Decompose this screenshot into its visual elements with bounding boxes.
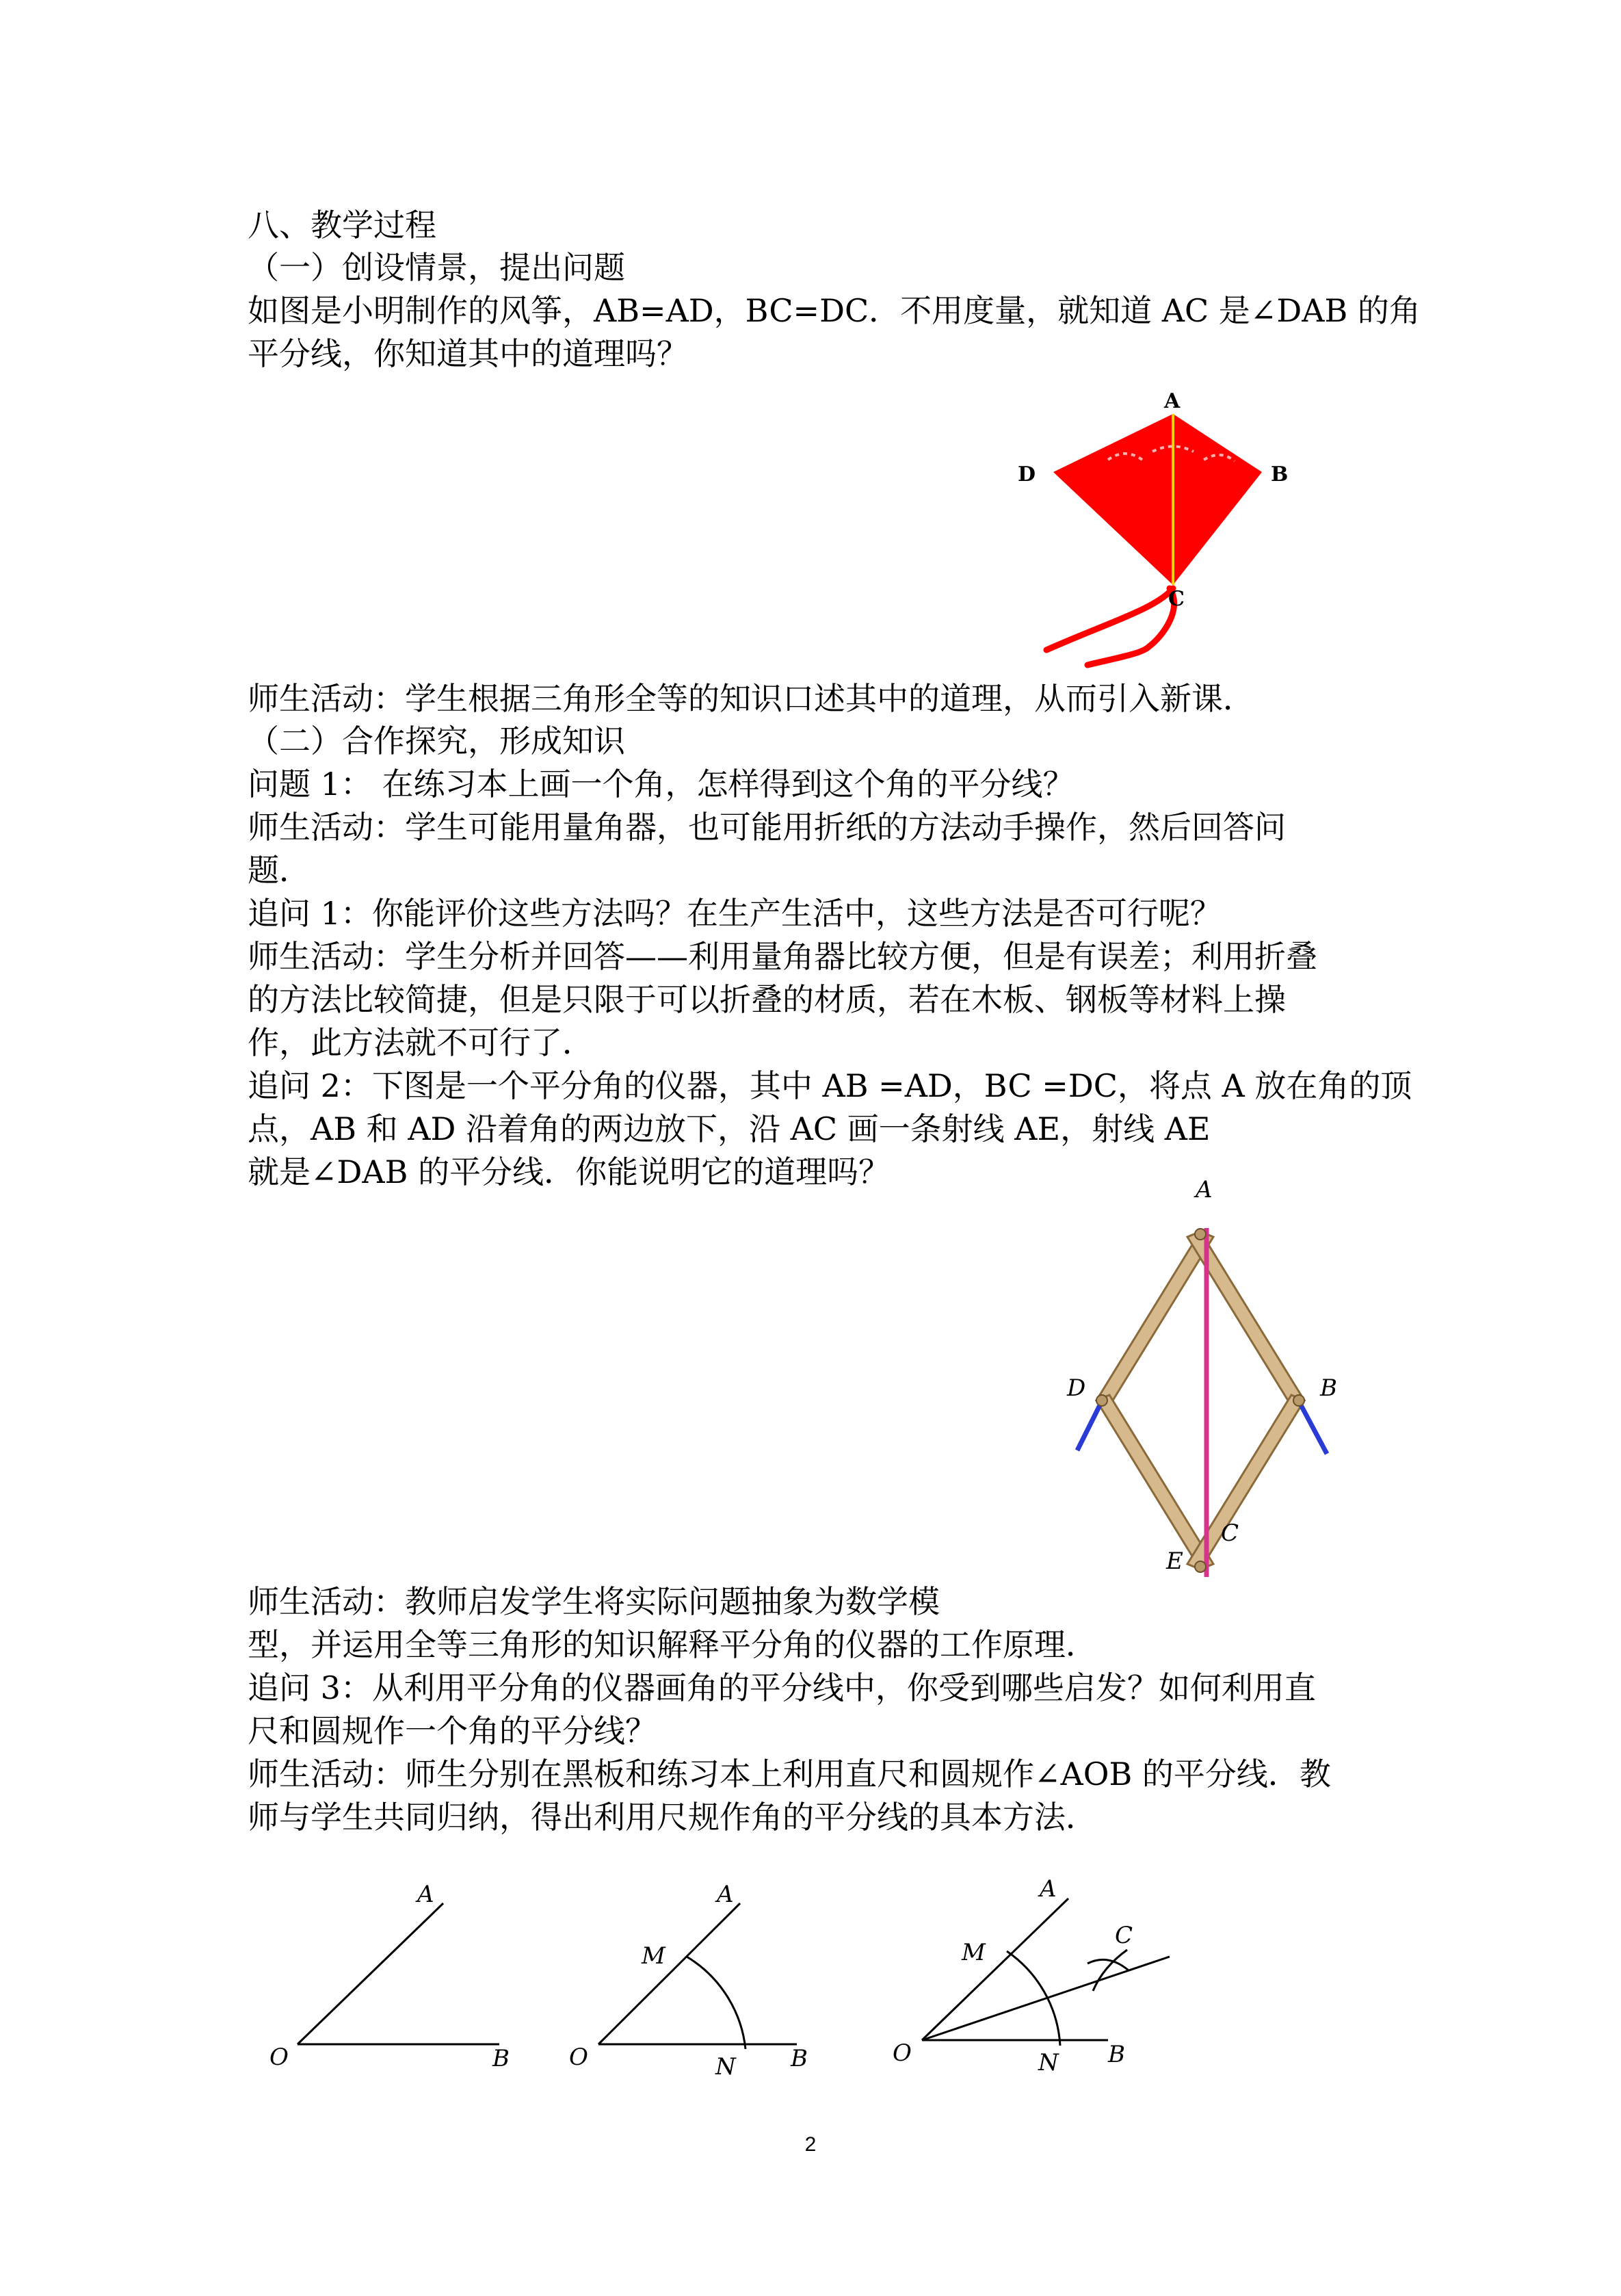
step3-label-o: O <box>893 2039 912 2067</box>
step2-label-a: A <box>717 1881 734 1908</box>
arc-mn <box>1007 1951 1060 2046</box>
paragraph-line: 师生活动：学生分析并回答——利用量角器比较方便，但是有误差；利用折叠 <box>248 938 1317 975</box>
leg-d <box>1077 1403 1101 1450</box>
paragraph-line: 问题 1： 在练习本上画一个角，怎样得到这个角的平分线？ <box>248 766 1075 803</box>
construction-figures <box>253 1861 1183 2093</box>
paragraph-line: 题． <box>248 852 311 889</box>
arc-c-1 <box>1088 1959 1129 1970</box>
step2-label-n: N <box>715 2053 736 2080</box>
paragraph-line: 追问 1：你能评价这些方法吗？在生产生活中，这些方法是否可行呢？ <box>248 895 1222 932</box>
construction-step-2 <box>598 1903 797 2049</box>
paragraph-line: 型，并运用全等三角形的知识解释平分角的仪器的工作原理． <box>248 1626 1097 1663</box>
kite-figure <box>1005 383 1320 670</box>
kite-label-b: B <box>1271 462 1289 486</box>
leg-b <box>1300 1403 1327 1454</box>
paragraph-line: 点，AB 和 AD 沿着角的两边放下，沿 AC 画一条射线 AE，射线 AE <box>248 1110 1211 1147</box>
paragraph-line: 如图是小明制作的风筝，AB=AD，BC=DC．不用度量，就知道 AC 是∠DAB 的角 <box>248 292 1421 329</box>
arc-mn <box>687 1957 746 2049</box>
paragraph-line: 师生活动：教师启发学生将实际问题抽象为数学模 <box>248 1583 940 1620</box>
paragraph-line: 作，此方法就不可行了． <box>248 1024 594 1061</box>
section-heading: 八、教学过程 <box>248 207 436 244</box>
wooden-arms <box>1096 1231 1304 1569</box>
paragraph-line: 追问 2：下图是一个平分角的仪器，其中 AB =AD，BC =DC，将点 A 放在角的顶 <box>248 1067 1412 1104</box>
step1-label-a: A <box>417 1881 434 1908</box>
step3-label-n: N <box>1038 2049 1059 2076</box>
construction-step-3 <box>922 1899 1170 2046</box>
step3-label-c: C <box>1115 1922 1133 1949</box>
kite-body <box>1053 414 1262 585</box>
construction-step-1 <box>298 1903 499 2044</box>
step1-label-b: B <box>492 2045 510 2072</box>
step3-label-b: B <box>1108 2041 1125 2068</box>
instrument-label-e: E <box>1166 1548 1183 1575</box>
step3-label-m: M <box>962 1939 986 1966</box>
paragraph-line: 平分线，你知道其中的道理吗？ <box>248 335 688 372</box>
instrument-label-d: D <box>1067 1374 1086 1402</box>
step1-label-o: O <box>269 2044 289 2071</box>
subsection-heading: （二）合作探究，形成知识 <box>248 722 625 759</box>
instrument-label-c: C <box>1221 1519 1239 1547</box>
arc-c-2 <box>1093 1950 1127 1991</box>
hinges <box>1096 1229 1304 1572</box>
paragraph-line: 师与学生共同归纳，得出利用尺规作角的平分线的具本方法． <box>248 1799 1097 1836</box>
bisector-instrument-figure <box>1064 1177 1365 1577</box>
step2-label-o: O <box>569 2044 588 2071</box>
instrument-label-b: B <box>1320 1374 1337 1402</box>
kite-label-c: C <box>1168 587 1185 611</box>
paragraph-line: 师生活动：学生可能用量角器，也可能用折纸的方法动手操作，然后回答问 <box>248 809 1286 846</box>
kite-label-d: D <box>1018 462 1036 486</box>
paragraph-line: 尺和圆规作一个角的平分线？ <box>248 1712 657 1749</box>
step3-label-a: A <box>1040 1875 1057 1903</box>
subsection-heading: （一）创设情景，提出问题 <box>248 249 625 286</box>
page-number: 2 <box>804 2133 817 2156</box>
kite-label-a: A <box>1164 389 1181 413</box>
kite-tail <box>1046 588 1174 665</box>
paragraph-line: 追问 3：从利用平分角的仪器画角的平分线中，你受到哪些启发？如何利用直 <box>248 1669 1316 1706</box>
step2-label-b: B <box>791 2045 808 2072</box>
bisector-oc <box>922 1957 1170 2040</box>
step2-label-m: M <box>642 1942 665 1970</box>
paragraph-line: 师生活动：学生根据三角形全等的知识口述其中的道理，从而引入新课． <box>248 680 1254 717</box>
paragraph-line: 师生活动：师生分别在黑板和练习本上利用直尺和圆规作∠AOB 的平分线．教 <box>248 1756 1331 1792</box>
instrument-label-a: A <box>1196 1177 1213 1203</box>
paragraph-line: 就是∠DAB 的平分线．你能说明它的道理吗？ <box>248 1153 891 1190</box>
paragraph-line: 的方法比较简捷，但是只限于可以折叠的材质，若在木板、钢板等材料上操 <box>248 981 1286 1018</box>
